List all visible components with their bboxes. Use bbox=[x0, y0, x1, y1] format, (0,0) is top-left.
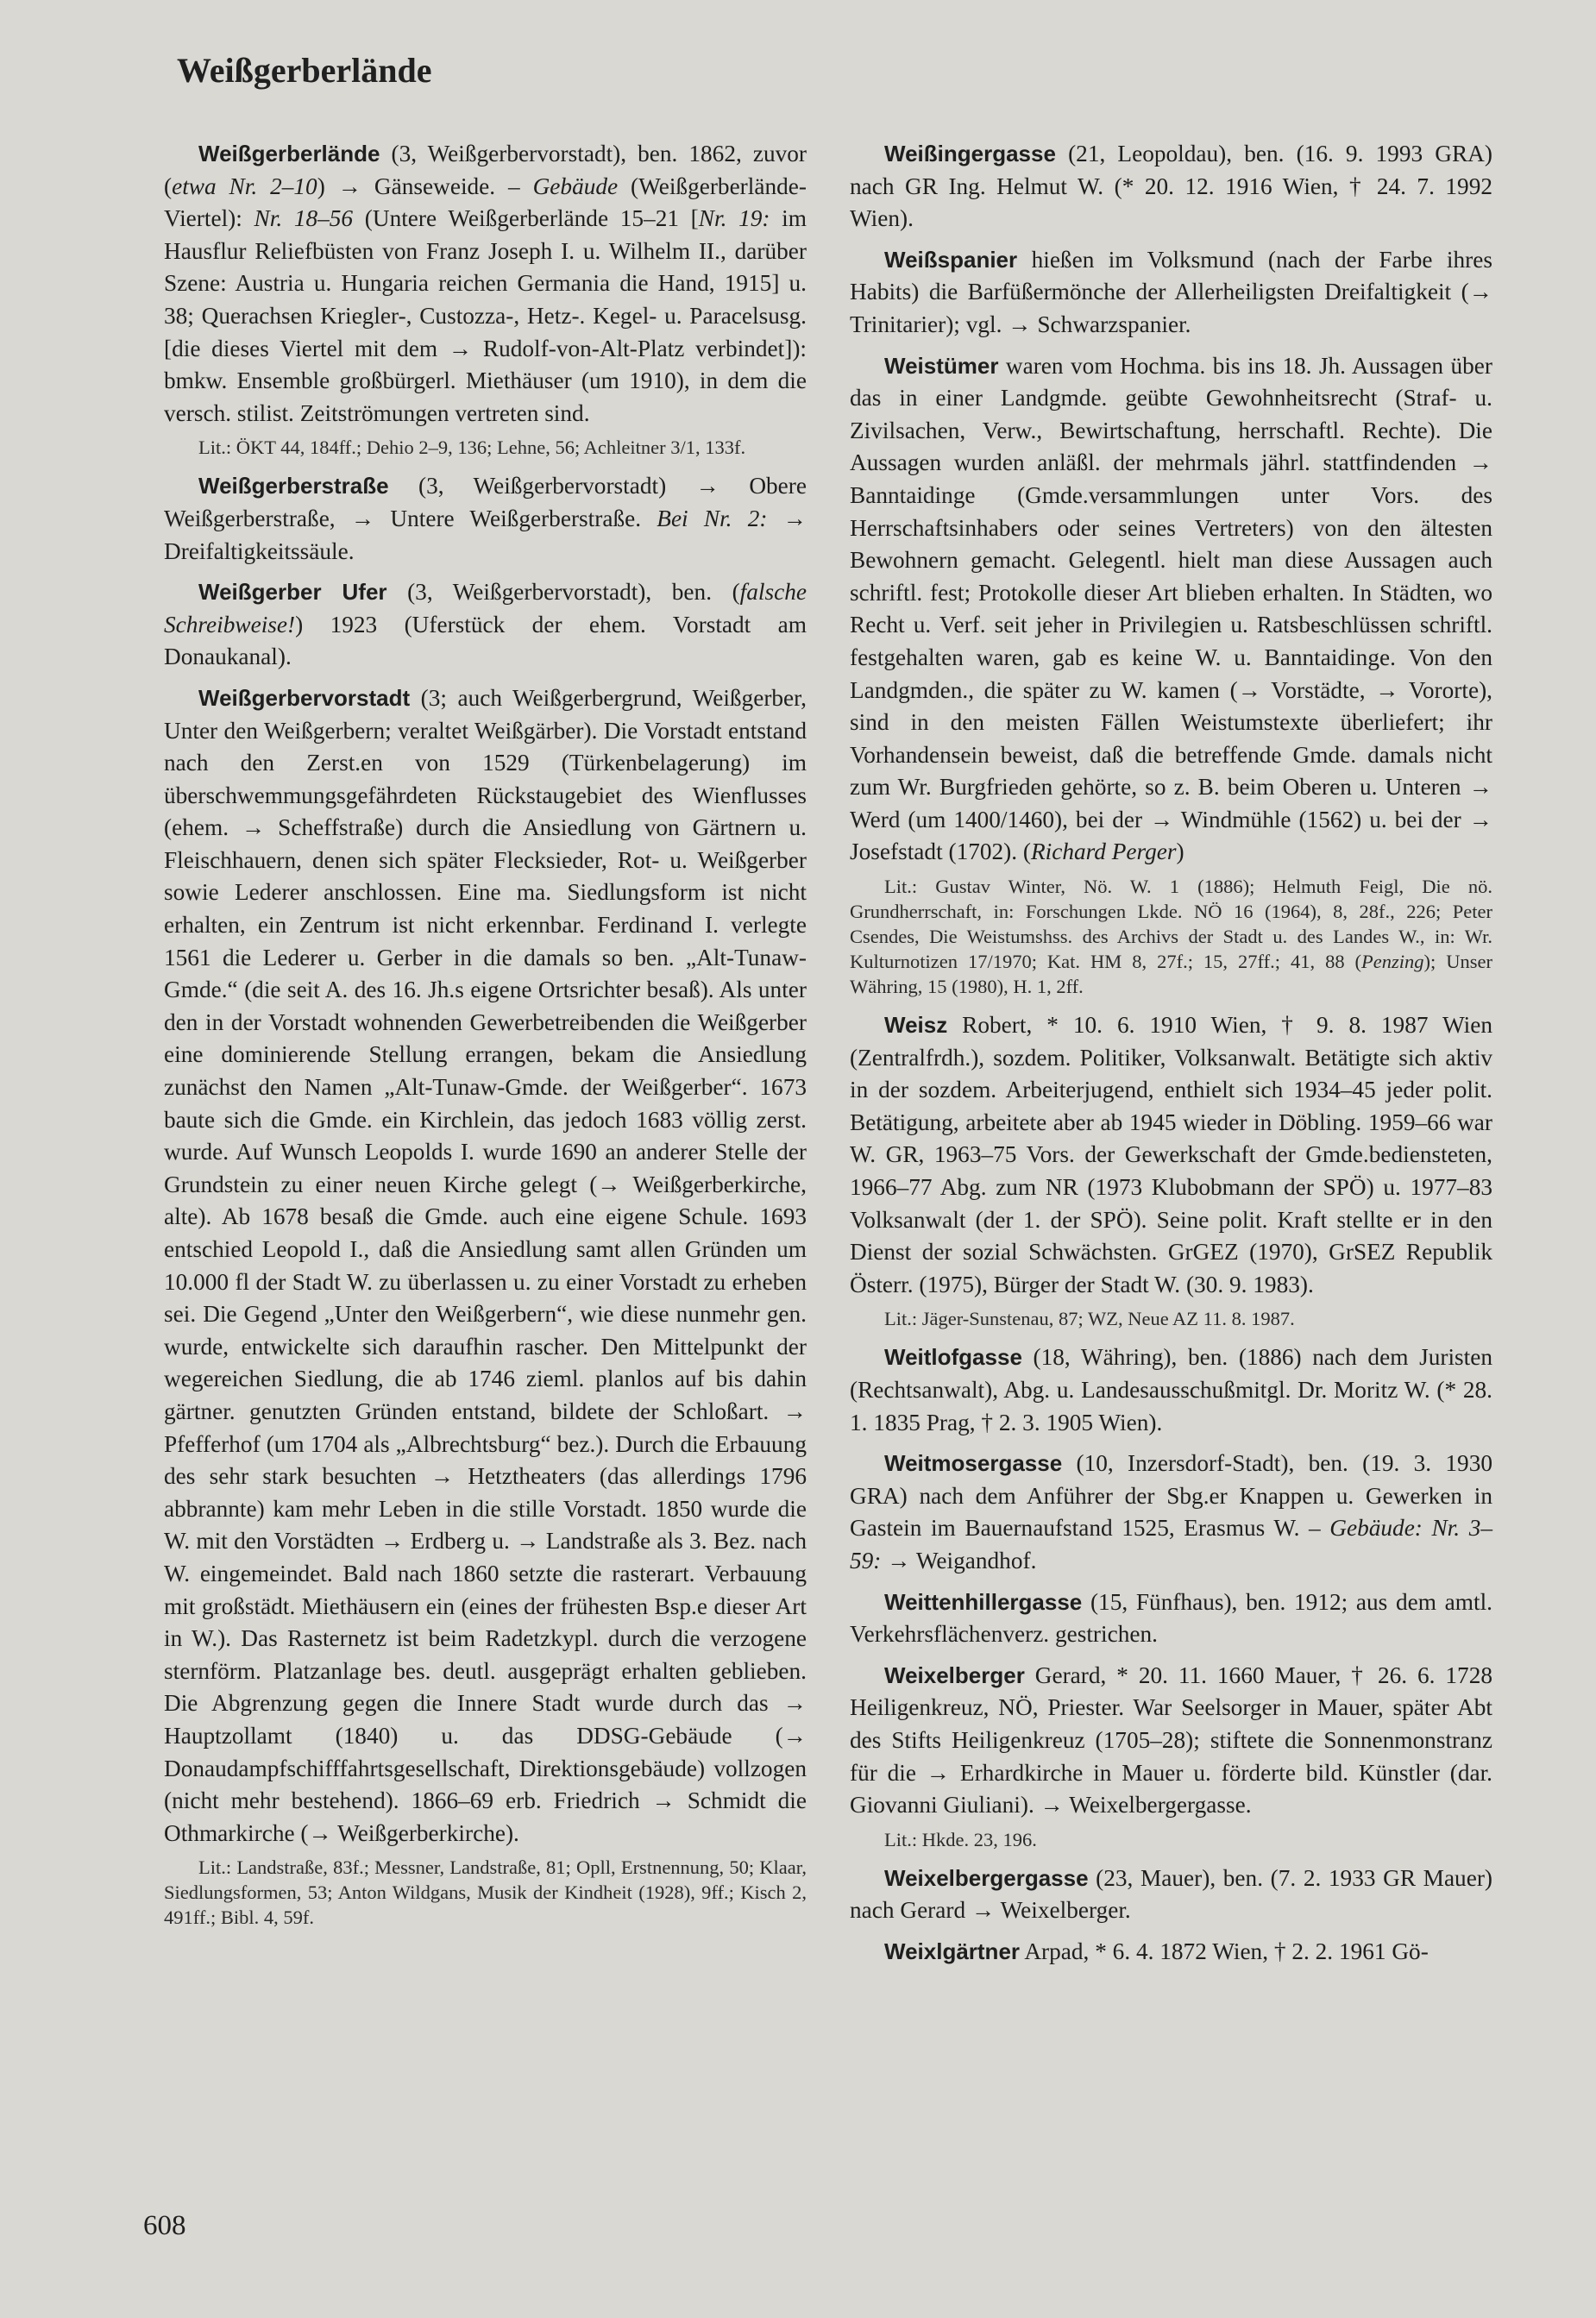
lexicon-entry bbox=[850, 1936, 1492, 1969]
entry-text: ) → Gänseweide. – bbox=[317, 173, 533, 199]
entry-headword: Weißgerber Ufer bbox=[198, 579, 387, 606]
entry-text: im Hausflur Reliefbüsten von Franz Joseph I. u. Wilhelm II., darüber Szene: Austria u. Hungaria reichen Germania die Hand, 1915] u. 38; Querachsen Kriegler-, Custozza-, Hetz-. Kegel- u. Paracelsusg. [die dieses Viertel mit dem → Rudolf-von-Alt-Platz verbindet]): bmkw. Ensemble großbürgerl. Miethäuser (um 1910), in dem die versch. stilist. Zeitströmungen vertreten sind. bbox=[164, 205, 807, 426]
entry-text: (3, Weißgerbervorstadt), ben. ( bbox=[386, 579, 740, 606]
entry-text: (Weißgerberlände-Viertel): bbox=[164, 173, 807, 232]
lexicon-entry bbox=[164, 138, 807, 430]
entry-headword: Weistümer bbox=[884, 352, 999, 379]
entry-headword: Weisz bbox=[884, 1012, 948, 1039]
entry-text: ) 1923 (Uferstück der ehem. Vorstadt am Donaukanal). bbox=[164, 611, 807, 670]
entry-text: ) bbox=[1176, 839, 1184, 865]
entry-text: → Weigandhof. bbox=[881, 1547, 1037, 1574]
literature-note bbox=[850, 1306, 1492, 1331]
entry-headword: Weißgerberstraße bbox=[198, 473, 389, 499]
entry-text: → Dreifaltigkeitssäule. bbox=[164, 505, 807, 564]
entry-text: waren vom Hochma. bis ins 18. Jh. Aussagen über das in einer Landgmde. geübte Gewohnheitsrecht (Straf- u. Zivilsachen, Verw., Bewirtschaftung, herrschaftl. Rechte). Die Aussagen wurden anläßl. der mehrmals jährl. stattfindenden → Banntaidinge (Gmde.versammlungen unter Vors. des Herrschaftsinhabers oder seines Vertreters) von den ältesten Bewohnern gemacht. Gelegentl. hielt man diese Aussagen auch schriftl. fest; Protokolle dieser Art blieben erhalten. In Städten, wo Recht u. Verf. seit jeher in Privilegien u. Ratsbeschlüssen schriftl. festgehalten waren, gab es keine W. u. Banntaidinge. Von den Landgmden., die später zu W. kamen (→ Vorstädte, → Vororte), sind in den meisten Fällen Weistumstexte überliefert; ihr Vorhandensein beweist, daß die betreffende Gmde. damals nicht zum Wr. Burgfrieden gehörte, so z. B. beim Oberen u. Unteren → Werd (um 1400/1460), bei der → Windmühle (1562) u. bei der → Josefstadt (1702). ( bbox=[850, 352, 1492, 865]
literature-note bbox=[164, 1855, 807, 1930]
lexicon-entry bbox=[850, 1341, 1492, 1439]
entry-headword: Weißgerbervorstadt bbox=[198, 684, 411, 711]
entry-text: (3, Weißgerbervorstadt), ben. 1862, zuvor ( bbox=[164, 141, 807, 199]
italic-text: Gebäude: Nr. 3–59: bbox=[850, 1515, 1492, 1574]
entry-headword: Weittenhillergasse bbox=[884, 1588, 1083, 1615]
lexicon-entry bbox=[850, 1863, 1492, 1927]
italic-text: falsche Schreibweise! bbox=[164, 579, 807, 638]
entry-text: (21, Leopoldau), ben. (16. 9. 1993 GRA) nach GR Ing. Helmut W. (* 20. 12. 1916 Wien, † 24. 7. 1992 Wien). bbox=[850, 141, 1492, 232]
italic-text: Nr. 18–56 bbox=[254, 205, 354, 232]
entry-headword: Weißingergasse bbox=[884, 141, 1056, 166]
literature-note bbox=[850, 874, 1492, 999]
entry-text: (15, Fünfhaus), ben. 1912; aus dem amtl. Verkehrsflächenverz. gestrichen. bbox=[850, 1588, 1492, 1648]
entry-text: (3; auch Weißgerbergrund, Weißgerber, Unter den Weißgerbern; veraltet Weißgärber). Die Vorstadt entstand nach den Zerst.en von 1529 (Türkenbelagerung) im überschwemmungsgefährdeten Rückstaugebiet des Wienflusses (ehem. → Scheffstraße) durch die Ansiedlung von Gärtnern u. Fleischhauern, denen sich später Flecksieder, Rot- u. Weißgerber sowie Lederer anschlossen. Eine ma. Siedlungsform ist nicht erhalten, ein Zentrum ist nicht erkennbar. Ferdinand I. verlegte 1561 die Lederer u. Gerber in die damals so ben. „Alt-Tunaw-Gmde.“ (die seit A. des 16. Jh.s eigene Ortsrichter besaß). Als unter den in der Vorstadt wohnenden Gewerbetreibenden die Weißgerber eine dominierende Stellung errangen, bekam die Ansiedlung zunächst den Namen „Alt-Tunaw-Gmde. der Weißgerber“. 1673 baute sich die Gmde. ein Kirchlein, das jedoch 1683 völlig zerst. wurde. Auf Wunsch Leopolds I. wurde 1690 an anderer Stelle der Grundstein zu einer neuen Kirche gelegt (→ Weißgerberkirche, alte). Ab 1678 besaß die Gmde. auch eine eigene Schule. 1693 entschied Leopold I., daß die Ansiedlung samt allen Gründen um 10.000 fl der Stadt W. zu überlassen u. zu einer Vorstadt zu erheben sei. Die Gegend „Unter den Weißgerbern“, wie diese nunmehr gen. wurde, entwickelte sich daraufhin rascher. Den Mittelpunkt der wegereichen Siedlung, die ab 1746 zieml. planlos auf bis dahin gärtner. genutzten Gründen entstand, bildete der Schloßart. → Pfefferhof (um 1704 als „Albrechtsburg“ bez.). Durch die Erbauung des sehr stark besuchten → Hetztheaters (das allerdings 1796 abbrannte) kam mehr Leben in die stille Vorstadt. 1850 wurde die W. mit den Vorstädten → Erdberg u. → Landstraße als 3. Bez. nach W. eingemeindet. Bald nach 1860 setzte die rasterart. Verbauung mit großstädt. Miethäusern ein (eines der frühesten Bsp.e dieser Art in W.). Das Rasternetz ist beim Radetzkypl. durch die verzogene sternförm. Platzanlage bes. deutl. ausgeprägt erhalten geblieben. Die Abgrenzung gegen die Innere Stadt wurde durch das → Hauptzollamt (1840) u. das DDSG-Gebäude (→ Donaudampfschifffahrtsgesellschaft, Direktionsgebäude) vollzogen (nicht mehr bestehend). 1866–69 erb. Friedrich → Schmidt die Othmarkirche (→ Weißgerberkirche). bbox=[164, 684, 807, 1846]
italic-text: Nr. 19: bbox=[698, 205, 770, 232]
lexicon-entry bbox=[850, 244, 1492, 342]
italic-text: Richard Perger bbox=[1031, 839, 1177, 865]
entry-headword: Weißgerberlände bbox=[198, 141, 380, 166]
lexicon-entry bbox=[850, 1586, 1492, 1651]
entry-text: Lit.: Landstraße, 83f.; Messner, Landstraße, 81; Opll, Erstnennung, 50; Klaar, Siedlungsformen, 53; Anton Wildgans, Musik der Kindheit (1928), 9ff.; Kisch 2, 491ff.; Bibl. 4, 59f. bbox=[164, 1856, 807, 1929]
italic-text: Penzing bbox=[1361, 951, 1424, 973]
entry-headword: Weitlofgasse bbox=[884, 1344, 1022, 1371]
lexicon-entry bbox=[850, 1009, 1492, 1301]
entry-headword: Weixlgärtner bbox=[884, 1938, 1021, 1964]
entry-text: hießen im Volksmund (nach der Farbe ihres Habits) die Barfüßermönche der Allerheiligsten Dreifaltigkeit (→ Trinitarier); vgl. → Schwarzspanier. bbox=[850, 246, 1492, 337]
entry-text: Lit.: Hkde. 23, 196. bbox=[884, 1828, 1037, 1850]
right-column bbox=[850, 138, 1492, 1977]
entry-text: (18, Währing), ben. (1886) nach dem Juristen (Rechtsanwalt), Abg. u. Landesausschußmitgl. Dr. Moritz W. (* 28. 1. 1835 Prag, † 2. 3. 1905 Wien). bbox=[850, 1344, 1492, 1435]
lexicon-entry bbox=[164, 470, 807, 568]
lexicon-entry bbox=[164, 576, 807, 674]
entry-text: Arpad, * 6. 4. 1872 Wien, † 2. 2. 1961 Gö- bbox=[1020, 1938, 1429, 1964]
running-head: Weißgerberlände bbox=[177, 51, 432, 90]
lexicon-entry bbox=[850, 350, 1492, 870]
entry-headword: Weißspanier bbox=[884, 246, 1018, 273]
italic-text: Gebäude bbox=[532, 173, 619, 199]
left-column bbox=[164, 138, 807, 1940]
italic-text: etwa Nr. 2–10 bbox=[172, 173, 317, 199]
page-number: 608 bbox=[143, 2210, 186, 2241]
lexicon-entry bbox=[164, 682, 807, 1850]
entry-text: ); Unser Währing, 15 (1980), H. 1, 2ff. bbox=[850, 951, 1493, 998]
entry-text: (10, Inzersdorf-Stadt), ben. (19. 3. 1930 GRA) nach dem Anführer der Sbg.er Knappen u. Gewerken in Gastein im Bauernaufstand 1525, Erasmus W. – bbox=[850, 1450, 1492, 1542]
italic-text: Bei Nr. 2: bbox=[657, 505, 768, 531]
entry-text: Lit.: ÖKT 44, 184ff.; Dehio 2–9, 136; Lehne, 56; Achleitner 3/1, 133f. bbox=[198, 437, 746, 459]
entry-text: Robert, * 10. 6. 1910 Wien, † 9. 8. 1987 Wien (Zentralfrdh.), sozdem. Politiker, Volksanwalt. Betätigte sich aktiv in der sozdem. Arbeiterjugend, enthielt sich 1934–45 jeder polit. Betätigung, arbeitete aber ab 1945 wieder in Döbling. 1959–66 war W. GR, 1963–75 Vors. der Gewerkschaft der Gmde.bediensteten, 1966–77 Abg. zum NR (1973 Klubobmann der SPÖ) u. 1977–83 Volksanwalt (der 1. der SPÖ). Seine polit. Kraft stellte er in den Dienst der sozial Schwächsten. GrGEZ (1970), GrSEZ Republik Österr. (1975), Bürger der Stadt W. (30. 9. 1983). bbox=[850, 1012, 1492, 1297]
entry-text: Lit.: Jäger-Sunstenau, 87; WZ, Neue AZ 11. 8. 1987. bbox=[884, 1308, 1295, 1330]
lexicon-entry bbox=[850, 138, 1492, 236]
entry-text: (3, Weißgerbervorstadt) → Obere Weißgerberstraße, → Untere Weißgerberstraße. bbox=[164, 473, 807, 531]
lexicon-entry bbox=[850, 1660, 1492, 1822]
literature-note bbox=[850, 1827, 1492, 1852]
lexicon-entry bbox=[850, 1448, 1492, 1577]
entry-headword: Weixelbergergasse bbox=[884, 1864, 1089, 1891]
entry-text: Lit.: Gustav Winter, Nö. W. 1 (1886); Helmuth Feigl, Die nö. Grundherrschaft, in: Forschungen Lkde. NÖ 16 (1964), 8, 28f., 226; Peter Csendes, Die Weistumshss. des Archivs der Stadt u. des Landes W., in: Wr. Kulturnotizen 17/1970; Kat. HM 8, 27f.; 15, 27ff.; 41, 88 ( bbox=[850, 876, 1492, 973]
entry-text: (Untere Weißgerberlände 15–21 [ bbox=[353, 205, 699, 232]
entry-text: (23, Mauer), ben. (7. 2. 1933 GR Mauer) nach Gerard → Weixelberger. bbox=[850, 1864, 1492, 1924]
entry-text: Gerard, * 20. 11. 1660 Mauer, † 26. 6. 1728 Heiligenkreuz, NÖ, Priester. War Seelsorger in Mauer, später Abt des Stifts Heiligenkreuz (1705–28); stiftete die Sonnenmonstranz für die → Erhardkirche in Mauer u. förderte bild. Künstler (dar. Giovanni Giuliani). → Weixelbergergasse. bbox=[850, 1662, 1492, 1819]
entry-headword: Weixelberger bbox=[884, 1662, 1025, 1688]
literature-note bbox=[164, 435, 807, 460]
entry-headword: Weitmosergasse bbox=[884, 1450, 1063, 1477]
